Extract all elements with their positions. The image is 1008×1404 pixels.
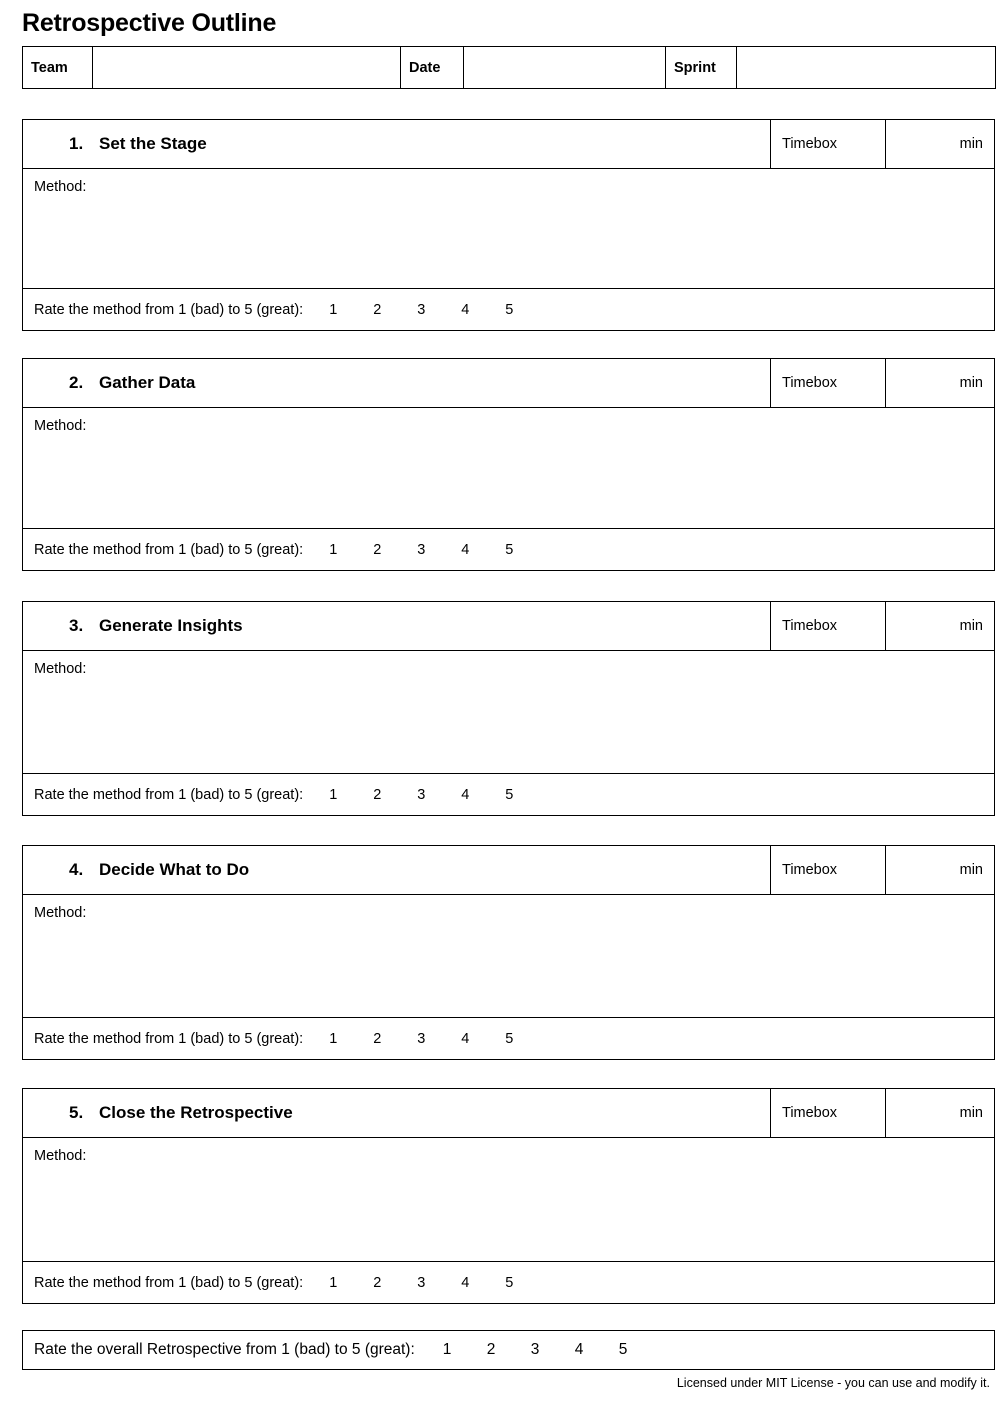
rating-option-3[interactable]: 3 bbox=[417, 541, 426, 558]
timebox-min-input[interactable]: min bbox=[959, 1105, 983, 1121]
rating-label: Rate the method from 1 (bad) to 5 (great): bbox=[34, 1274, 304, 1291]
method-label: Method: bbox=[34, 905, 87, 921]
license-note: Licensed under MIT License - you can use and modify it. bbox=[676, 1376, 990, 1390]
method-rating-row bbox=[23, 774, 994, 815]
overall-rating-option-3[interactable]: 3 bbox=[530, 1341, 540, 1358]
rating-option-4[interactable]: 4 bbox=[461, 1274, 470, 1291]
rating-option-1[interactable]: 1 bbox=[329, 301, 338, 318]
rating-option-5[interactable]: 5 bbox=[505, 541, 514, 558]
section-set-the-stage bbox=[22, 119, 995, 331]
section-number: 4. bbox=[69, 860, 84, 879]
timebox-min-input[interactable]: min bbox=[959, 136, 983, 152]
section-header bbox=[23, 359, 994, 408]
rating-option-4[interactable]: 4 bbox=[461, 541, 470, 558]
rating-option-1[interactable]: 1 bbox=[329, 786, 338, 803]
timebox-label: Timebox bbox=[771, 359, 886, 407]
section-number: 1. bbox=[69, 134, 84, 153]
rating-label: Rate the method from 1 (bad) to 5 (great): bbox=[34, 541, 304, 558]
section-title-text: Generate Insights bbox=[99, 616, 243, 635]
rating-label: Rate the method from 1 (bad) to 5 (great): bbox=[34, 786, 304, 803]
section-header bbox=[23, 602, 994, 651]
rating-option-4[interactable]: 4 bbox=[461, 786, 470, 803]
method-field[interactable] bbox=[23, 169, 994, 289]
rating-option-3[interactable]: 3 bbox=[417, 786, 426, 803]
section-title bbox=[23, 602, 771, 650]
rating-label: Rate the method from 1 (bad) to 5 (great): bbox=[34, 1030, 304, 1047]
rating-option-2[interactable]: 2 bbox=[373, 1274, 382, 1291]
method-label: Method: bbox=[34, 661, 87, 677]
section-number: 5. bbox=[69, 1103, 84, 1122]
team-input[interactable] bbox=[93, 47, 401, 89]
rating-option-1[interactable]: 1 bbox=[329, 541, 338, 558]
rating-option-4[interactable]: 4 bbox=[461, 301, 470, 318]
section-header bbox=[23, 846, 994, 895]
method-field[interactable] bbox=[23, 408, 994, 529]
rating-option-3[interactable]: 3 bbox=[417, 1030, 426, 1047]
rating-option-2[interactable]: 2 bbox=[373, 786, 382, 803]
overall-rating-scale bbox=[443, 1341, 663, 1359]
rating-option-2[interactable]: 2 bbox=[373, 541, 382, 558]
method-field[interactable] bbox=[23, 651, 994, 774]
timebox-label: Timebox bbox=[771, 602, 886, 650]
date-input[interactable] bbox=[464, 47, 666, 89]
overall-rating-row bbox=[22, 1330, 995, 1370]
rating-option-5[interactable]: 5 bbox=[505, 786, 514, 803]
rating-option-2[interactable]: 2 bbox=[373, 1030, 382, 1047]
timebox-label: Timebox bbox=[771, 1089, 886, 1137]
section-number: 2. bbox=[69, 373, 84, 392]
section-title-text: Set the Stage bbox=[99, 134, 207, 153]
rating-option-3[interactable]: 3 bbox=[417, 301, 426, 318]
rating-scale bbox=[329, 1275, 549, 1291]
section-gather-data bbox=[22, 358, 995, 571]
section-close-the-retrospective bbox=[22, 1088, 995, 1304]
rating-scale bbox=[329, 302, 549, 318]
date-label: Date bbox=[401, 47, 464, 89]
section-number: 3. bbox=[69, 616, 84, 635]
rating-option-3[interactable]: 3 bbox=[417, 1274, 426, 1291]
table-row bbox=[23, 47, 996, 89]
rating-option-1[interactable]: 1 bbox=[329, 1030, 338, 1047]
section-decide-what-to-do bbox=[22, 845, 995, 1060]
rating-option-4[interactable]: 4 bbox=[461, 1030, 470, 1047]
rating-scale bbox=[329, 787, 549, 803]
method-label: Method: bbox=[34, 418, 87, 434]
page-title: Retrospective Outline bbox=[22, 9, 277, 37]
section-title bbox=[23, 120, 771, 168]
overall-rating-option-4[interactable]: 4 bbox=[574, 1341, 584, 1358]
rating-label: Rate the method from 1 (bad) to 5 (great): bbox=[34, 301, 304, 318]
timebox-min-input[interactable]: min bbox=[959, 862, 983, 878]
overall-rating-option-1[interactable]: 1 bbox=[442, 1341, 452, 1358]
method-field[interactable] bbox=[23, 895, 994, 1018]
team-label: Team bbox=[23, 47, 93, 89]
rating-option-5[interactable]: 5 bbox=[505, 1274, 514, 1291]
overall-rating-option-2[interactable]: 2 bbox=[486, 1341, 496, 1358]
method-rating-row bbox=[23, 1262, 994, 1303]
section-title-text: Gather Data bbox=[99, 373, 196, 392]
section-header bbox=[23, 120, 994, 169]
overall-rating-label: Rate the overall Retrospective from 1 (bad) to 5 (great): bbox=[34, 1341, 415, 1358]
rating-scale bbox=[329, 1031, 549, 1047]
timebox-min-input[interactable]: min bbox=[959, 618, 983, 634]
timebox-label: Timebox bbox=[771, 120, 886, 168]
timebox-min-input[interactable]: min bbox=[959, 375, 983, 391]
section-title-text: Decide What to Do bbox=[99, 860, 250, 879]
method-rating-row bbox=[23, 1018, 994, 1059]
section-generate-insights bbox=[22, 601, 995, 816]
meta-table bbox=[22, 46, 996, 89]
rating-scale bbox=[329, 542, 549, 558]
method-label: Method: bbox=[34, 1148, 87, 1164]
rating-option-2[interactable]: 2 bbox=[373, 301, 382, 318]
section-title bbox=[23, 359, 771, 407]
rating-option-5[interactable]: 5 bbox=[505, 301, 514, 318]
section-title bbox=[23, 846, 771, 894]
timebox-label: Timebox bbox=[771, 846, 886, 894]
rating-option-1[interactable]: 1 bbox=[329, 1274, 338, 1291]
sprint-label: Sprint bbox=[666, 47, 737, 89]
method-label: Method: bbox=[34, 179, 87, 195]
rating-option-5[interactable]: 5 bbox=[505, 1030, 514, 1047]
method-rating-row bbox=[23, 289, 994, 330]
section-title bbox=[23, 1089, 771, 1137]
method-field[interactable] bbox=[23, 1138, 994, 1262]
sprint-input[interactable] bbox=[737, 47, 996, 89]
section-header bbox=[23, 1089, 994, 1138]
overall-rating-option-5[interactable]: 5 bbox=[618, 1341, 628, 1358]
method-rating-row bbox=[23, 529, 994, 570]
section-title-text: Close the Retrospective bbox=[99, 1103, 293, 1122]
